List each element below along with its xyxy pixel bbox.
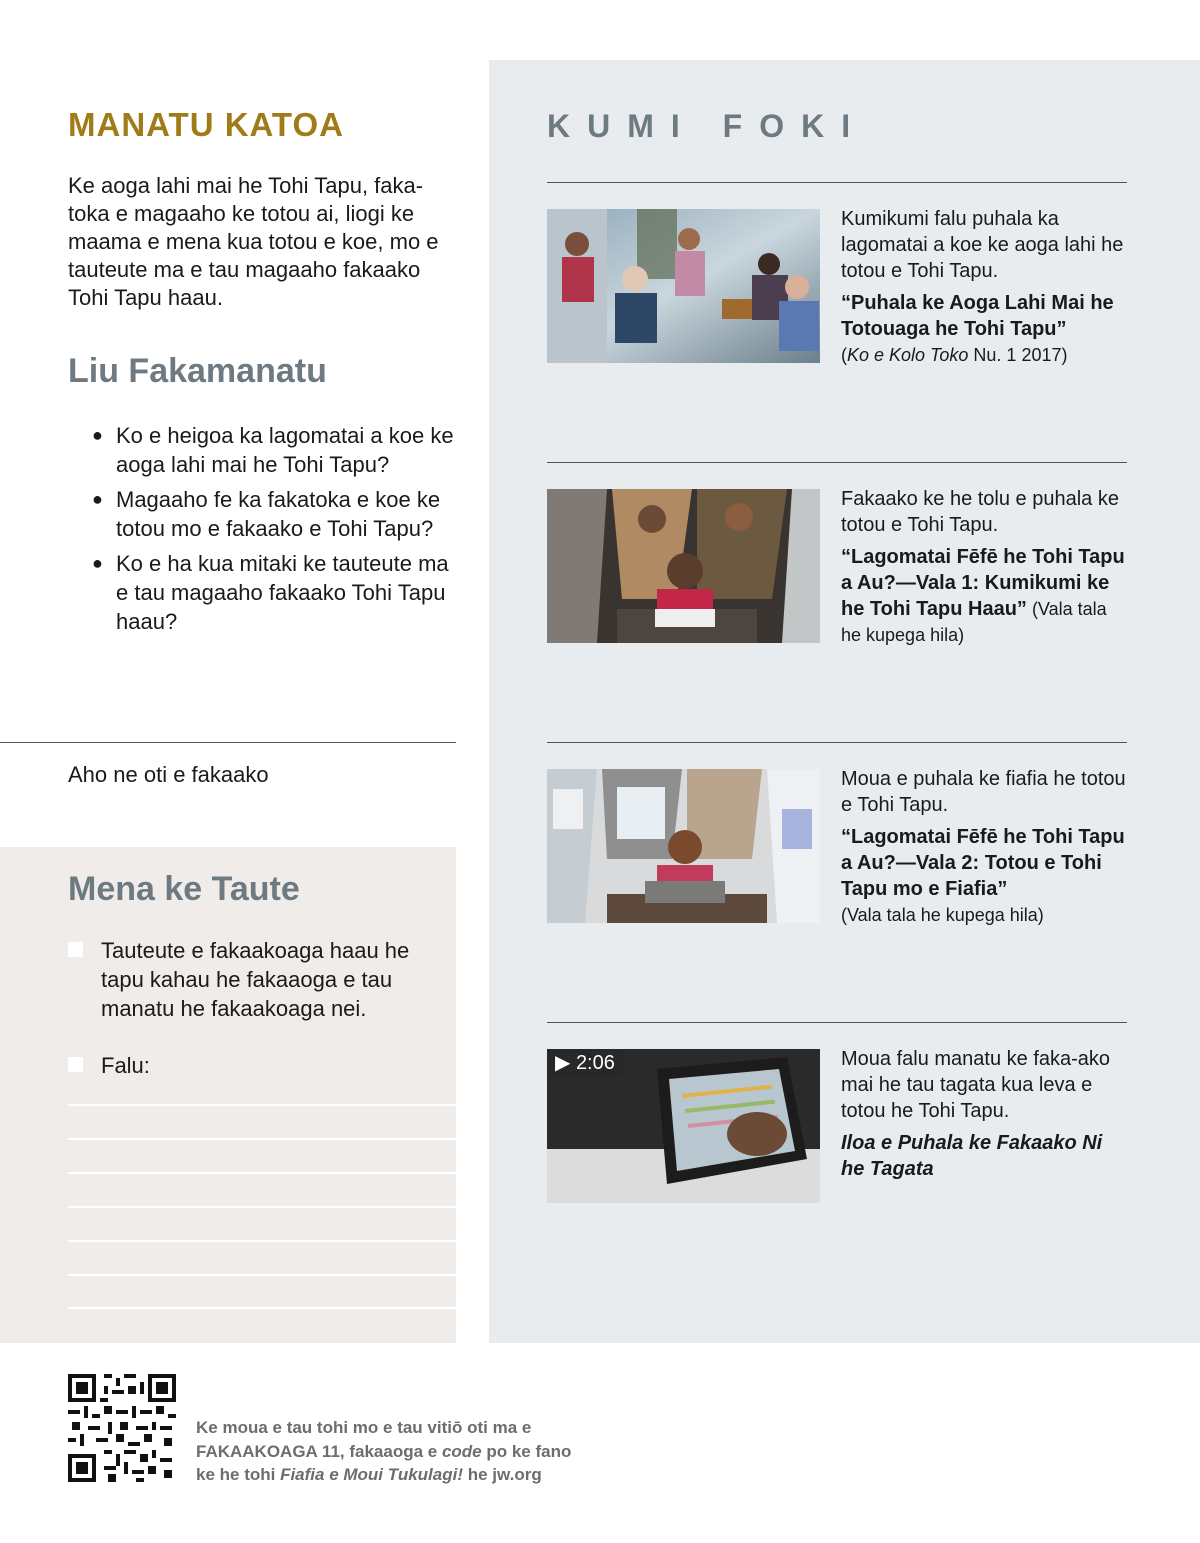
todo-text: Tauteute e fakaakoaga haau he tapu kahau he fakaaoga e tau manatu he fakaakoaga nei. [101,938,410,1021]
video-title[interactable]: Iloa e Puhala ke Fakaako Ni he Tagata [841,1132,1103,1180]
todo-item [68,936,438,1023]
article-description: Kumikumi falu puhala ka lagomatai a koe ke aoga lahi he totou e Tohi Tapu. [841,208,1124,282]
write-line[interactable] [68,1240,456,1242]
article-link[interactable] [841,824,1131,902]
write-line[interactable] [68,1206,456,1208]
write-line[interactable] [68,1138,456,1140]
divider [0,742,456,743]
video-thumbnail[interactable] [547,1049,820,1203]
footer-line: Ke moua e tau tohi mo e tau vitiō oti ma e [196,1418,532,1437]
article-title[interactable]: “Lagomatai Fēfē he Tohi Tapu a Au?—Vala 1: Kumikumi ke he Tohi Tapu Haau” [841,546,1125,620]
write-line[interactable] [68,1104,456,1106]
summary-text: Ke aoga lahi mai he Tohi Tapu, faka-toka e magaaho ke totou ai, liogi ke maama e mena kua totou e koe, mo e tauteute ma e tau magaaho fakaako Tohi Tapu haau. [68,173,439,310]
todo-text: Falu: [101,1053,150,1078]
bullet-icon: ● [92,425,103,445]
article-thumbnail[interactable] [547,769,820,923]
article-description: Moua e puhala ke fiafia he totou e Tohi Tapu. [841,768,1126,816]
source-publication: Ko e Kolo Toko [847,345,969,365]
checkbox[interactable] [68,942,83,957]
review-question [92,421,462,479]
divider [547,462,1127,463]
divider [547,182,1127,183]
article-description: Fakaako ke he tolu e puhala ke totou e Tohi Tapu. [841,488,1119,536]
write-line[interactable] [68,1172,456,1174]
review-title: Liu Fakamanatu [68,352,327,390]
footer-line [196,1463,616,1487]
review-question [92,549,462,636]
footer-line [196,1440,616,1464]
write-line[interactable] [68,1307,456,1309]
video-description: Moua falu manatu ke faka-ako mai he tau tagata kua leva e totou he Tohi Tapu. [841,1048,1111,1122]
summary-title: MANATU KATOA [68,106,344,143]
video-info [841,1046,1131,1182]
article-source [841,345,1067,365]
article-thumbnail[interactable] [547,209,820,363]
further-study-title: KUMI FOKI [547,108,868,144]
video-duration-badge: ▶ 2:06 [547,1049,623,1077]
todo-panel [0,847,456,1343]
article-title[interactable]: “Lagomatai Fēfē he Tohi Tapu a Au?—Vala 2: Totou e Tohi Tapu mo e Fiafia” [841,826,1125,900]
article-title[interactable]: “Puhala ke Aoga Lahi Mai he Totouaga he Tohi Tapu” [841,292,1114,340]
qr-code[interactable] [68,1374,176,1482]
footer-text: po ke fano [481,1441,572,1461]
question-text: Magaaho fe ka fakatoka e koe ke totou mo e fakaako e Tohi Tapu? [116,487,441,541]
todo-item [68,1051,438,1080]
source-issue: Nu. 1 2017) [968,345,1068,365]
checkbox[interactable] [68,1057,83,1072]
source-paren: ( [841,345,847,365]
article-link[interactable] [841,544,1131,648]
article-source: (Vala tala he kupega hila) [841,599,1107,645]
date-completed-label: Aho ne oti e fakaako [68,762,269,787]
bullet-icon: ● [92,489,103,509]
question-text: Ko e heigoa ka lagomatai a koe ke aoga lahi mai he Tohi Tapu? [116,423,454,477]
article-info [841,486,1131,648]
article-info [841,206,1131,368]
divider [547,1022,1127,1023]
question-text: Ko e ha kua mitaki ke tauteute ma e tau magaaho fakaako Tohi Tapu haau? [116,551,449,634]
footer-text: FAKAAKOAGA 11, fakaaoga e [196,1441,442,1461]
article-link[interactable] [841,290,1131,342]
write-line[interactable] [68,1274,456,1276]
footer-code-word: code [441,1441,482,1461]
footer-text: ke he tohi [196,1465,281,1484]
review-questions [92,421,462,642]
review-question [92,485,462,543]
footer-text: he jw.org [463,1465,542,1484]
article-info [841,766,1131,928]
divider [547,742,1127,743]
footer-book-title[interactable]: Fiafia e Moui Tukulagi! [280,1465,464,1484]
todo-title: Mena ke Taute [68,870,300,908]
article-source: (Vala tala he kupega hila) [841,905,1044,925]
footer-note [196,1416,616,1487]
article-thumbnail[interactable] [547,489,820,643]
bullet-icon: ● [92,553,103,573]
